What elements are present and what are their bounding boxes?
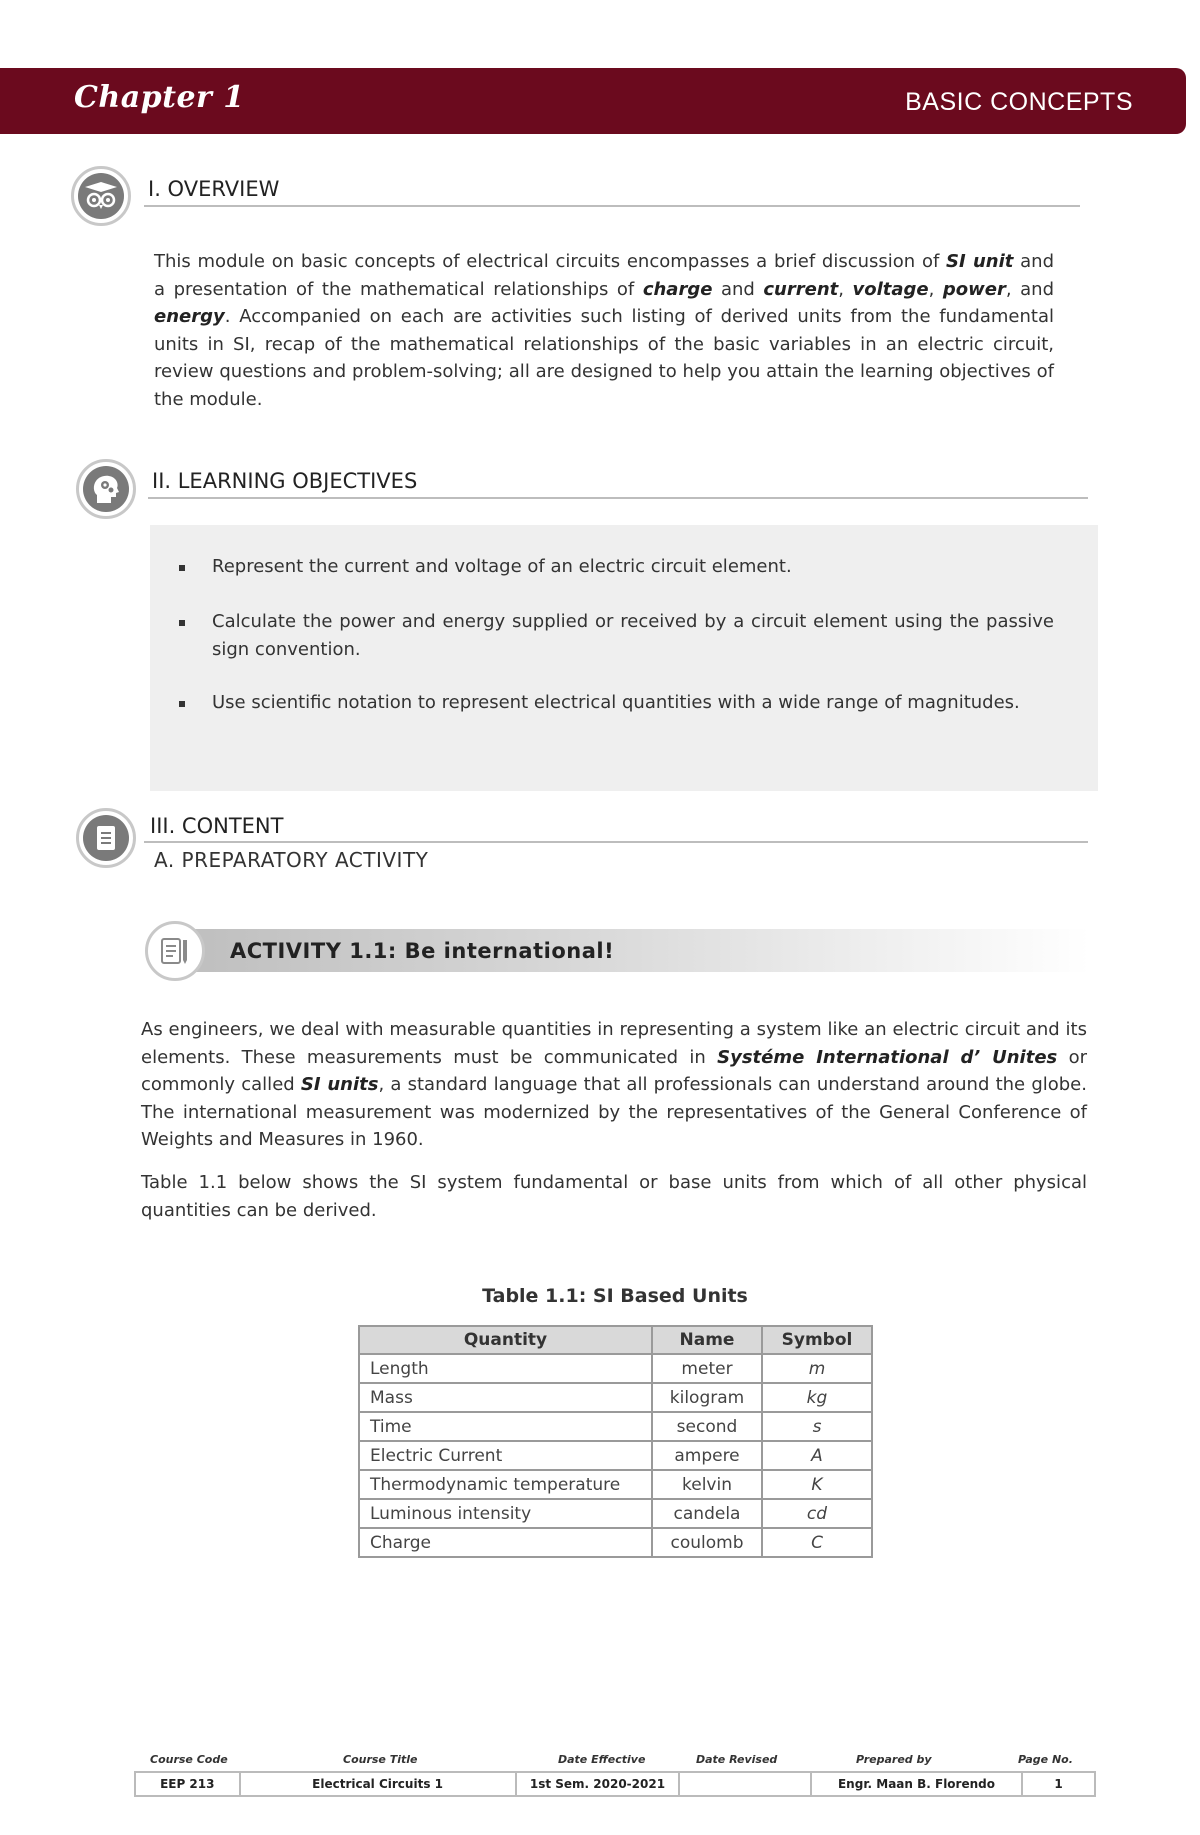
table-row: [359, 1470, 872, 1499]
section-divider: [148, 497, 1088, 499]
chapter-label: Chapter 1: [74, 80, 245, 115]
footer-course-code: EEP 213: [135, 1772, 240, 1796]
owl-icon: [71, 166, 131, 226]
column-header: Quantity: [359, 1326, 652, 1354]
quantity-cell: Mass: [359, 1383, 652, 1412]
overview-heading: I. OVERVIEW: [148, 177, 280, 201]
unit-name-cell: meter: [652, 1354, 762, 1383]
bullet-icon: [179, 701, 185, 707]
section-divider: [144, 205, 1080, 207]
quantity-cell: Luminous intensity: [359, 1499, 652, 1528]
chapter-banner: [0, 68, 1186, 134]
footer-label-course-title: Course Title: [343, 1753, 418, 1766]
document-icon: [76, 808, 136, 868]
symbol-cell: kg: [762, 1383, 872, 1412]
activity-sheet-icon: [145, 921, 205, 981]
objectives-heading: II. LEARNING OBJECTIVES: [152, 469, 418, 493]
footer-date-effective: 1st Sem. 2020-2021: [516, 1772, 680, 1796]
overview-paragraph: This module on basic concepts of electrical circuits encompasses a brief discussion of SI unit and a presentation of the mathematical relationships of charge and current, voltage, power, and energy. Accompanied on each are activities such listing of derived units from the fundamental units in SI, recap of the mathematical relationships of the basic variables in an electric circuit, review questions and problem-solving; all are designed to help you attain the learning objectives of the module.: [154, 251, 1055, 410]
unit-name-cell: candela: [652, 1499, 762, 1528]
symbol-cell: A: [762, 1441, 872, 1470]
column-header: Symbol: [762, 1326, 872, 1354]
bullet-icon: [179, 620, 185, 626]
table-row: [359, 1499, 872, 1528]
quantity-cell: Time: [359, 1412, 652, 1441]
symbol-cell: s: [762, 1412, 872, 1441]
list-item: Represent the current and voltage of an electric circuit element.: [212, 553, 1054, 581]
table-intro-paragraph: Table 1.1 below shows the SI system fundamental or base units from which of all other physical quantities can be derived.: [141, 1172, 1087, 1221]
preparatory-heading: A. PREPARATORY ACTIVITY: [154, 848, 429, 872]
footer-label-page-no: Page No.: [1018, 1753, 1073, 1766]
activity-paragraph: As engineers, we deal with measurable quantities in representing a system like an electric circuit and its elements. These measurements must be communicated in Systéme International d’ Unites or commonly called SI units, a standard language that all professionals can understand around the globe. The international measurement was modernized by the representatives of the General Conference of Weights and Measures in 1960.: [141, 1019, 1087, 1150]
unit-name-cell: coulomb: [652, 1528, 762, 1557]
table-caption: Table 1.1: SI Based Units: [482, 1285, 748, 1307]
footer-page-no: 1: [1022, 1772, 1095, 1796]
quantity-cell: Charge: [359, 1528, 652, 1557]
table-row: [359, 1354, 872, 1383]
footer-prepared-by: Engr. Maan B. Florendo: [811, 1772, 1022, 1796]
table-row: [359, 1528, 872, 1557]
footer-label-prepared-by: Prepared by: [856, 1753, 932, 1766]
footer-row: [135, 1772, 1095, 1796]
column-header: Name: [652, 1326, 762, 1354]
symbol-cell: K: [762, 1470, 872, 1499]
symbol-cell: cd: [762, 1499, 872, 1528]
footer-course-title: Electrical Circuits 1: [240, 1772, 516, 1796]
unit-name-cell: ampere: [652, 1441, 762, 1470]
content-heading: III. CONTENT: [150, 814, 284, 838]
objectives-panel: [150, 525, 1098, 791]
section-divider: [144, 841, 1088, 843]
footer-label-course-code: Course Code: [150, 1753, 228, 1766]
table-row: [359, 1383, 872, 1412]
table-header-row: [359, 1326, 872, 1354]
list-item: Calculate the power and energy supplied or received by a circuit element using the passive sign convention.: [212, 608, 1054, 663]
symbol-cell: m: [762, 1354, 872, 1383]
quantity-cell: Electric Current: [359, 1441, 652, 1470]
table-row: [359, 1441, 872, 1470]
chapter-title: BASIC CONCEPTS: [905, 88, 1133, 116]
list-item: Use scientific notation to represent electrical quantities with a wide range of magnitudes.: [212, 689, 1054, 717]
quantity-cell: Thermodynamic temperature: [359, 1470, 652, 1499]
symbol-cell: C: [762, 1528, 872, 1557]
brain-gear-icon: [76, 459, 136, 519]
activity-banner: [190, 929, 1090, 972]
unit-name-cell: kilogram: [652, 1383, 762, 1412]
footer-label-date-revised: Date Revised: [696, 1753, 778, 1766]
unit-name-cell: second: [652, 1412, 762, 1441]
footer-label-date-effective: Date Effective: [558, 1753, 646, 1766]
footer-date-revised: [679, 1772, 811, 1796]
bullet-icon: [179, 565, 185, 571]
document-footer: [134, 1771, 1096, 1797]
unit-name-cell: kelvin: [652, 1470, 762, 1499]
table-row: [359, 1412, 872, 1441]
si-units-table: [358, 1325, 873, 1558]
activity-title: ACTIVITY 1.1: Be international!: [230, 939, 615, 963]
quantity-cell: Length: [359, 1354, 652, 1383]
